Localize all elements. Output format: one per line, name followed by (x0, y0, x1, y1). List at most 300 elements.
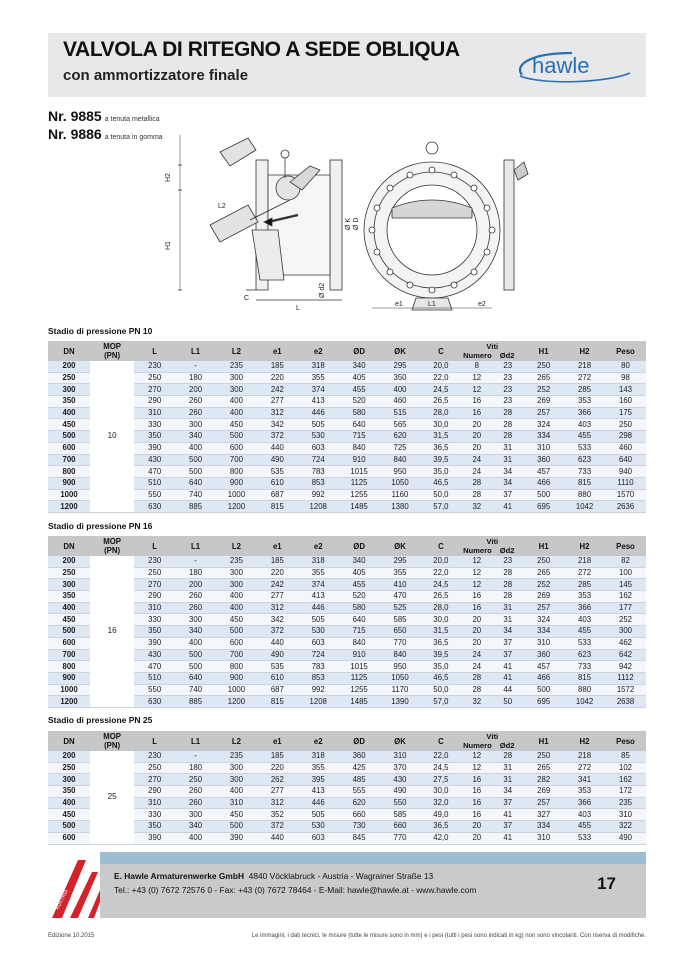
table-cell: 730 (339, 821, 380, 833)
cell-mop: 25 (90, 751, 134, 844)
table-cell: 260 (175, 407, 216, 419)
table-cell: 695 (523, 501, 564, 513)
table-cell: 950 (380, 661, 421, 673)
table-cell: 340 (175, 431, 216, 443)
table-cell: 46,5 (420, 672, 461, 684)
table-cell: 250 (134, 372, 175, 384)
label-c: C (244, 295, 250, 302)
cell-dn: 600 (48, 832, 90, 844)
table-cell: 300 (216, 372, 257, 384)
table-cell: - (175, 751, 216, 762)
table-cell: 910 (339, 454, 380, 466)
table-cell: 235 (216, 751, 257, 762)
table-cell: 885 (175, 696, 216, 708)
table-cell: 330 (134, 614, 175, 626)
table-row (48, 751, 646, 762)
table-cell: 12 (461, 762, 492, 774)
table-cell: 31,5 (420, 431, 461, 443)
table-cell: 37 (492, 797, 523, 809)
table-row (48, 797, 646, 809)
table-cell: 992 (298, 489, 339, 501)
table-cell: 1570 (605, 489, 646, 501)
table-cell: 50,0 (420, 489, 461, 501)
table-cell: 250 (523, 556, 564, 567)
table-cell: 450 (216, 419, 257, 431)
table-cell: 310 (605, 809, 646, 821)
table-cell: 28,0 (420, 602, 461, 614)
table-cell: 505 (298, 614, 339, 626)
table-cell: 403 (564, 809, 605, 821)
table-cell: 300 (216, 567, 257, 579)
table-cell: 31,5 (420, 626, 461, 638)
valve-drawing (160, 130, 530, 315)
table-cell: 28 (461, 672, 492, 684)
header-e2: e2 (298, 536, 339, 556)
table-cell: 57,0 (420, 696, 461, 708)
table-cell: 85 (605, 751, 646, 762)
table-cell: 322 (605, 821, 646, 833)
header-l: L (134, 341, 175, 361)
table-cell: 440 (257, 832, 298, 844)
cell-dn: 250 (48, 762, 90, 774)
table-cell: 733 (564, 466, 605, 478)
table-cell: 603 (298, 637, 339, 649)
table-cell: 318 (298, 556, 339, 567)
table-cell: 23 (492, 361, 523, 372)
cell-dn: 1000 (48, 684, 90, 696)
lever-weight-lower (210, 205, 258, 242)
edition-note: Edizione 10.2015 (48, 933, 95, 939)
table-cell: 640 (339, 614, 380, 626)
header-viti-label: Viti (486, 537, 499, 546)
table-cell: 370 (380, 762, 421, 774)
header-l: L (134, 731, 175, 751)
table-cell: 12 (461, 384, 492, 396)
table-cell: 353 (564, 396, 605, 408)
header-d: ØD (339, 731, 380, 751)
table-cell: 533 (564, 832, 605, 844)
cell-dn: 450 (48, 809, 90, 821)
table-cell: 515 (380, 407, 421, 419)
label-h2: H2 (165, 173, 172, 182)
table-cell: 312 (257, 797, 298, 809)
table-cell: 950 (380, 466, 421, 478)
label-e1: e1 (395, 301, 403, 308)
table-cell: 405 (339, 567, 380, 579)
table-cell: 390 (134, 832, 175, 844)
table-cell: 270 (134, 579, 175, 591)
table-cell: 853 (298, 477, 339, 489)
header-mop-line1: MOP (103, 537, 121, 546)
table-cell: 770 (380, 832, 421, 844)
table-cell: 353 (564, 786, 605, 798)
table-cell: 16 (461, 774, 492, 786)
table-row (48, 614, 646, 626)
header-mop-line2: (PN) (104, 351, 121, 360)
table-cell: 610 (257, 672, 298, 684)
table-cell: 1485 (339, 501, 380, 513)
header-h2: H2 (564, 731, 605, 751)
table-cell: 470 (134, 466, 175, 478)
table-cell: 269 (523, 396, 564, 408)
table-cell: 20 (461, 614, 492, 626)
table-cell: 533 (564, 637, 605, 649)
table-cell: 815 (564, 477, 605, 489)
header-e1: e1 (257, 536, 298, 556)
label-e2: e2 (478, 301, 486, 308)
table-cell: 1255 (339, 489, 380, 501)
table-row (48, 442, 646, 454)
table-cell: 252 (523, 579, 564, 591)
table-cell: 37 (492, 489, 523, 501)
table-cell: 815 (564, 672, 605, 684)
table-cell: 366 (564, 602, 605, 614)
table-cell: 23 (492, 384, 523, 396)
cell-mop: 16 (90, 556, 134, 707)
table-cell: 450 (216, 614, 257, 626)
table-cell: 24,5 (420, 762, 461, 774)
table-cell: 20,0 (420, 361, 461, 372)
table-cell: 235 (216, 361, 257, 372)
table-cell: 295 (380, 556, 421, 567)
header-mop (90, 341, 134, 361)
table-cell: 1125 (339, 477, 380, 489)
table-cell: 257 (523, 797, 564, 809)
table-cell: 350 (134, 821, 175, 833)
table-cell: 1390 (380, 696, 421, 708)
table-cell: 46,5 (420, 477, 461, 489)
footer-band (48, 852, 646, 918)
table-cell: 16 (461, 797, 492, 809)
table-cell: 230 (134, 751, 175, 762)
table-cell: 324 (523, 614, 564, 626)
cell-dn: 300 (48, 384, 90, 396)
table-cell: 565 (380, 419, 421, 431)
header-d2: Ød2 (499, 546, 515, 555)
table-cell: 250 (175, 774, 216, 786)
table-cell: 8 (461, 361, 492, 372)
cell-dn: 700 (48, 454, 90, 466)
table-cell: 23 (492, 372, 523, 384)
header-dn: DN (48, 731, 90, 751)
table-cell: 2636 (605, 501, 646, 513)
table-row (48, 454, 646, 466)
cell-dn: 400 (48, 407, 90, 419)
table-row (48, 774, 646, 786)
table-cell: 715 (339, 626, 380, 638)
table-cell: 282 (523, 774, 564, 786)
cell-dn: 900 (48, 672, 90, 684)
product-number: Nr. 9886 (48, 126, 102, 142)
table-cell: 603 (298, 442, 339, 454)
table-cell: 50,0 (420, 684, 461, 696)
cell-mop: 10 (90, 361, 134, 512)
table-cell: 1208 (298, 501, 339, 513)
table-cell: 300 (216, 774, 257, 786)
company-address: 4840 Vöcklabruck - Austria - Wagrainer Straße 13 (248, 871, 434, 881)
table-cell: 185 (257, 361, 298, 372)
table-cell: 220 (257, 372, 298, 384)
table-cell: 1200 (216, 696, 257, 708)
header-peso: Peso (605, 731, 646, 751)
hawle-logo (512, 45, 634, 85)
table-cell: 910 (339, 649, 380, 661)
header-h1: H1 (523, 536, 564, 556)
table-cell: 24 (461, 466, 492, 478)
table-cell: 177 (605, 602, 646, 614)
table-cell: 32,0 (420, 797, 461, 809)
table-cell: 530 (298, 626, 339, 638)
table-row (48, 672, 646, 684)
header-numero: Numero (463, 741, 492, 750)
header-dn: DN (48, 341, 90, 361)
table-cell: 600 (216, 442, 257, 454)
header-viti (461, 536, 523, 556)
table-cell: 20 (461, 431, 492, 443)
table-cell: 341 (564, 774, 605, 786)
table-row (48, 579, 646, 591)
header-l2: L2 (216, 536, 257, 556)
table-cell: 272 (564, 762, 605, 774)
table-cell: 1125 (339, 672, 380, 684)
table-cell: 640 (339, 419, 380, 431)
table-cell: 30,0 (420, 614, 461, 626)
table-row (48, 419, 646, 431)
table-cell: 260 (175, 591, 216, 603)
table-cell: 31 (492, 774, 523, 786)
table-cell: 360 (523, 649, 564, 661)
table-cell: 630 (134, 501, 175, 513)
table-cell: 455 (339, 384, 380, 396)
table-cell: 24 (461, 454, 492, 466)
table-cell: 285 (564, 579, 605, 591)
table-cell: 300 (216, 762, 257, 774)
table-cell: 942 (605, 661, 646, 673)
table-cell: 490 (380, 786, 421, 798)
table-cell: 37 (492, 637, 523, 649)
cell-dn: 350 (48, 396, 90, 408)
header-c: C (420, 536, 461, 556)
table-cell: 660 (339, 809, 380, 821)
table-cell: 257 (523, 602, 564, 614)
table-cell: 1015 (339, 661, 380, 673)
table-cell: 342 (257, 419, 298, 431)
table-cell: 555 (339, 786, 380, 798)
table-cell: 28 (492, 567, 523, 579)
table-cell: 57,0 (420, 501, 461, 513)
table-cell: 180 (175, 762, 216, 774)
table-cell: 36,5 (420, 821, 461, 833)
table-cell: 16 (461, 396, 492, 408)
table-cell: 28 (492, 751, 523, 762)
table-cell: 16 (461, 602, 492, 614)
page-number: 17 (597, 874, 616, 893)
table-cell: 580 (339, 407, 380, 419)
table-cell: 715 (339, 431, 380, 443)
table-cell: 310 (523, 442, 564, 454)
table-cell: 20,0 (420, 556, 461, 567)
table-cell: 700 (216, 649, 257, 661)
table-cell: 374 (298, 384, 339, 396)
table-cell: 1572 (605, 684, 646, 696)
table-cell: 12 (461, 751, 492, 762)
table-cell: 270 (134, 384, 175, 396)
table-cell: 49,0 (420, 809, 461, 821)
header-k: ØK (380, 341, 421, 361)
table-cell: 1485 (339, 696, 380, 708)
cell-dn: 500 (48, 431, 90, 443)
header-peso: Peso (605, 536, 646, 556)
header-k: ØK (380, 731, 421, 751)
table-cell: 310 (523, 832, 564, 844)
cell-dn: 200 (48, 751, 90, 762)
table-cell: 330 (134, 809, 175, 821)
table-cell: 235 (216, 556, 257, 567)
table-cell: 260 (175, 602, 216, 614)
table-cell: 500 (216, 821, 257, 833)
table-cell: 405 (339, 372, 380, 384)
table-cell: 530 (298, 821, 339, 833)
table-cell: 145 (605, 579, 646, 591)
table-cell: 800 (216, 661, 257, 673)
table-row (48, 556, 646, 567)
logo-text: hawle (532, 53, 590, 78)
side-damper (504, 160, 514, 290)
table-cell: 300 (605, 626, 646, 638)
table-cell: 695 (523, 696, 564, 708)
table-cell: 1050 (380, 477, 421, 489)
header-numero: Numero (463, 351, 492, 360)
cell-dn: 400 (48, 602, 90, 614)
table-cell: 350 (134, 431, 175, 443)
label-l1: L1 (428, 301, 436, 308)
table-cell: - (175, 556, 216, 567)
header-numero: Numero (463, 546, 492, 555)
table-cell: 23 (492, 556, 523, 567)
table-cell: 31 (492, 762, 523, 774)
table-row (48, 602, 646, 614)
table-cell: 162 (605, 591, 646, 603)
product-number-9885 (48, 108, 160, 124)
product-note: a tenuta in gomma (104, 134, 163, 141)
table-cell: 457 (523, 661, 564, 673)
table-cell: 550 (134, 489, 175, 501)
table-cell: 455 (564, 431, 605, 443)
table-cell: 687 (257, 684, 298, 696)
table-cell: 20 (461, 832, 492, 844)
table-cell: 30,0 (420, 786, 461, 798)
table-cell: 340 (339, 556, 380, 567)
table-cell: 218 (564, 556, 605, 567)
table-cell: 20 (461, 442, 492, 454)
header-e2: e2 (298, 341, 339, 361)
header-e1: e1 (257, 341, 298, 361)
label-k: Ø K (345, 217, 352, 230)
table-cell: 880 (564, 489, 605, 501)
table-cell: 1042 (564, 501, 605, 513)
table-cell: 450 (216, 809, 257, 821)
cell-dn: 300 (48, 774, 90, 786)
header-mop-line1: MOP (103, 732, 121, 741)
table-row (48, 832, 646, 844)
header-e2: e2 (298, 731, 339, 751)
table-cell: 185 (257, 556, 298, 567)
label-l: L (296, 305, 300, 312)
table-cell: 175 (605, 407, 646, 419)
header-l: L (134, 536, 175, 556)
table-cell: 143 (605, 384, 646, 396)
cell-dn: 900 (48, 477, 90, 489)
table-cell: 530 (298, 431, 339, 443)
cell-dn: 800 (48, 466, 90, 478)
lever-weight-upper (220, 138, 256, 166)
table-row (48, 361, 646, 372)
table-cell: 490 (257, 649, 298, 661)
table-cell: 440 (257, 637, 298, 649)
table-cell: 510 (134, 672, 175, 684)
company-name: E. Hawle Armaturenwerke GmbH (114, 871, 245, 881)
label-d2: Ø d2 (319, 282, 326, 298)
table-cell: 42,0 (420, 832, 461, 844)
table-cell: 585 (380, 809, 421, 821)
table-cell: 41 (492, 672, 523, 684)
cell-dn: 250 (48, 567, 90, 579)
table-cell: 16 (461, 591, 492, 603)
table-cell: 41 (492, 661, 523, 673)
table-cell: 740 (175, 489, 216, 501)
table-cell: 355 (298, 762, 339, 774)
table-cell: 390 (216, 832, 257, 844)
header-c: C (420, 341, 461, 361)
table-cell: 446 (298, 407, 339, 419)
table-row (48, 396, 646, 408)
header-l2: L2 (216, 341, 257, 361)
header-viti-label: Viti (486, 342, 499, 351)
table-cell: 37 (492, 821, 523, 833)
page-title: VALVOLA DI RITEGNO A SEDE OBLIQUA (63, 38, 460, 61)
table-row (48, 501, 646, 513)
table-cell: 102 (605, 762, 646, 774)
table-cell: 462 (605, 637, 646, 649)
table-cell: 257 (523, 407, 564, 419)
table-cell: 260 (175, 786, 216, 798)
company-contact: Tel.: +43 (0) 7672 72576 0 - Fax: +43 (0) 7672 78464 - E-Mail: hawle@hawle.at - www.hawle.com (114, 885, 477, 895)
table-cell: 24 (461, 661, 492, 673)
table-cell: 290 (134, 591, 175, 603)
table-cell: 160 (605, 396, 646, 408)
table-cell: 940 (605, 466, 646, 478)
table-cell: 455 (564, 821, 605, 833)
table-cell: 200 (175, 579, 216, 591)
table-cell: 640 (175, 477, 216, 489)
table-cell: 312 (257, 602, 298, 614)
table-cell: 783 (298, 661, 339, 673)
table-cell: 413 (298, 396, 339, 408)
header-mop-line2: (PN) (104, 741, 121, 750)
table-cell: 500 (216, 626, 257, 638)
table-cell: 312 (257, 407, 298, 419)
product-note: a tenuta metallica (104, 116, 160, 123)
table-cell: 35,0 (420, 661, 461, 673)
header-viti (461, 731, 523, 751)
table-cell: 162 (605, 774, 646, 786)
table-cell: 260 (175, 797, 216, 809)
table-cell: 250 (605, 419, 646, 431)
table-cell: 840 (339, 637, 380, 649)
table-cell: 26,5 (420, 396, 461, 408)
table-cell: 272 (564, 567, 605, 579)
table-cell: 334 (523, 821, 564, 833)
